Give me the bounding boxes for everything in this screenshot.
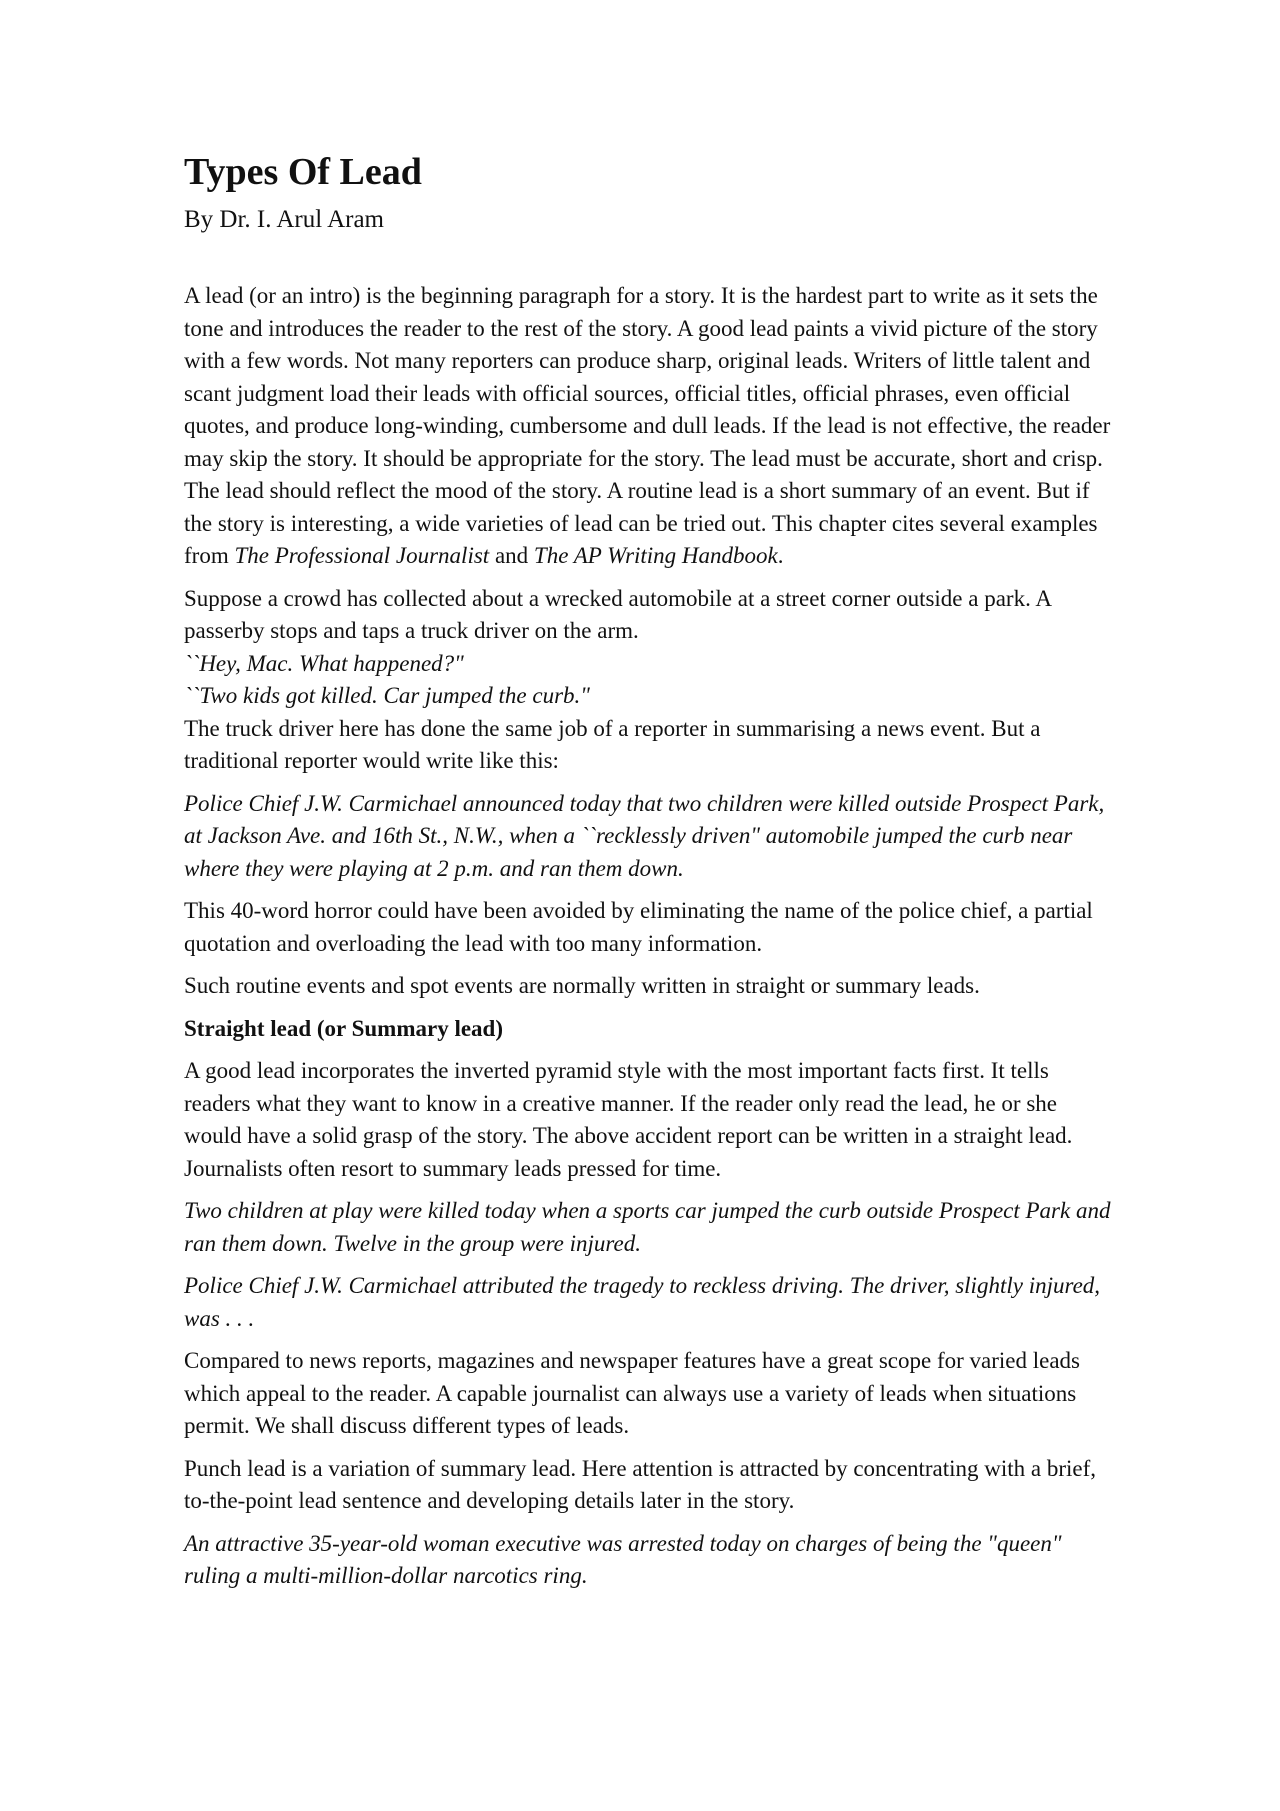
dialogue-quote-1: ``Hey, Mac. What happened?" (184, 650, 464, 676)
example-straight-lead-2: Police Chief J.W. Carmichael attributed the tragedy to reckless driving. The driver, slightly injured, was . . . (184, 1273, 1101, 1331)
section-heading-straight-lead: Straight lead (or Summary lead) (184, 1015, 504, 1041)
intro-end: . (777, 543, 784, 569)
scene-paragraph (184, 583, 1114, 778)
features-paragraph: Compared to news reports, magazines and newspaper features have a great scope for varied leads which appeal to the reader. A capable journalist can always use a variety of leads when situations permit. We shall discuss different types of leads. (184, 1348, 1080, 1439)
intro-text: A lead (or an intro) is the beginning paragraph for a story. It is the hardest part to write as it sets the tone and introduces the reader to the rest of the story. A good lead paints a vivid picture of the story with a few words. Not many reporters can produce sharp, original leads. Writers of little talent and scant judgment load their leads with official sources, official titles, official phrases, even official quotes, and produce long-winding, cumbersome and dull leads. If the lead is not effective, the reader may skip the story. It should be appropriate for the story. The lead must be accurate, short and crisp. The lead should reflect the mood of the story. A routine lead is a short summary of an event. But if the story is interesting, a wide varieties of lead can be tried out. This chapter cites several examples from (184, 283, 1111, 569)
straight-lead-paragraph: A good lead incorporates the inverted pyramid style with the most important facts first. It tells readers what they want to know in a creative manner. If the reader only read the lead, he or she would have a solid grasp of the story. The above accident report can be written in a straight lead. Journalists often resort to summary leads pressed for time. (184, 1058, 1073, 1181)
comment-paragraph-1: This 40-word horror could have been avoided by eliminating the name of the police chief, a partial quotation and overloading the lead with too many information. (184, 898, 1093, 956)
page-title: Types Of Lead (184, 151, 422, 193)
book-title-ap-writing-handbook: The AP Writing Handbook (533, 543, 778, 569)
example-punch-lead: An attractive 35-year-old woman executive was arrested today on charges of being the "queen" ruling a multi-million-dollar narcotics ring. (184, 1530, 1062, 1589)
book-title-professional-journalist: The Professional Journalist (234, 543, 490, 569)
intro-and: and (489, 543, 534, 569)
dialogue-quote-2: ``Two kids got killed. Car jumped the curb." (184, 683, 590, 709)
example-straight-lead-1: Two children at play were killed today when a sports car jumped the curb outside Prospect Park and ran them down. Twelve in the group were injured. (184, 1198, 1111, 1256)
scene-line-2: The truck driver here has done the same job of a reporter in summarising a news event. But a traditional reporter would write like this: (184, 715, 1041, 774)
comment-paragraph-2: Such routine events and spot events are normally written in straight or summary leads. (184, 973, 980, 999)
scene-line-1: Suppose a crowd has collected about a wrecked automobile at a street corner outside a park. A passerby stops and taps a truck driver on the arm. (184, 585, 1051, 644)
intro-paragraph (184, 280, 1114, 573)
punch-lead-paragraph: Punch lead is a variation of summary lead. Here attention is attracted by concentrating with a brief, to-the-point lead sentence and developing details later in the story. (184, 1455, 1097, 1514)
document-page (184, 150, 1114, 1603)
byline: By Dr. I. Arul Aram (184, 205, 384, 233)
example-traditional-lead: Police Chief J.W. Carmichael announced today that two children were killed outside Prospect Park, at Jackson Ave. and 16th St., N.W., when a ``recklessly driven" automobile jumped the curb near where they were playing at 2 p.m. and ran them down. (184, 790, 1105, 881)
